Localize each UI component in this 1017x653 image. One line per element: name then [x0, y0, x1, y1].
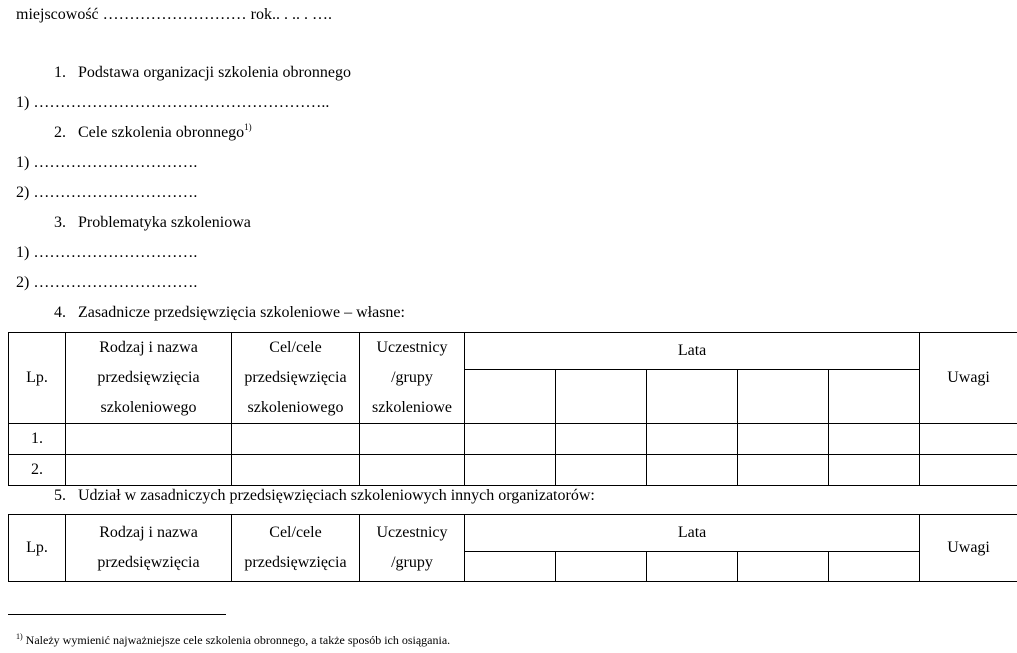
section-1-number: 1. — [54, 64, 66, 81]
year-cell — [647, 552, 738, 582]
section-2-heading — [54, 122, 252, 141]
section-3-heading — [54, 215, 251, 231]
year-cell — [647, 370, 738, 424]
section-1-heading — [54, 65, 351, 81]
cell — [360, 424, 465, 455]
header-uczestnicy: Uczestnicy /grupy — [360, 515, 465, 582]
section-2-title: Cele szkolenia obronnego — [78, 124, 245, 141]
own-training-table — [8, 332, 1017, 486]
header-cel: Cel/cele przedsięwzięcia szkoleniowego — [232, 333, 360, 424]
year-cell — [556, 370, 647, 424]
cell — [829, 455, 920, 486]
cell — [556, 424, 647, 455]
place-date-line: miejscowość ……………………… rok.. . .. . …. — [16, 6, 332, 23]
footnote-separator — [8, 614, 226, 615]
row-lp: 1. — [9, 424, 66, 455]
header-lp: Lp. — [9, 515, 66, 582]
cell — [232, 455, 360, 486]
year-cell — [829, 370, 920, 424]
section-3-item-2: 2) …………………………. — [16, 274, 198, 291]
year-cell — [465, 552, 556, 582]
cell — [920, 455, 1017, 486]
year-cell — [829, 552, 920, 582]
cell — [66, 424, 232, 455]
cell — [232, 424, 360, 455]
cell — [556, 455, 647, 486]
header-cel: Cel/cele przedsięwzięcia — [232, 515, 360, 582]
year-cell — [556, 552, 647, 582]
section-1-title: Podstawa organizacji szkolenia obronnego — [78, 64, 351, 81]
external-training-table — [8, 514, 1017, 582]
section-4-number: 4. — [54, 304, 66, 321]
section-3-item-1: 1) …………………………. — [16, 244, 198, 261]
section-5-number: 5. — [54, 487, 66, 504]
year-cell — [465, 370, 556, 424]
cell — [647, 455, 738, 486]
cell — [465, 424, 556, 455]
cell — [465, 455, 556, 486]
section-2-item-2: 2) …………………………. — [16, 184, 198, 201]
header-lata: Lata — [465, 515, 920, 552]
footnote-text: Należy wymienić najważniejsze cele szkolenia obronnego, a także sposób ich osiągania. — [22, 633, 451, 647]
header-rodzaj: Rodzaj i nazwa przedsięwzięcia szkoleniowego — [66, 333, 232, 424]
section-3-number: 3. — [54, 214, 66, 231]
header-uwagi: Uwagi — [920, 333, 1017, 424]
section-5-title: Udział w zasadniczych przedsięwzięciach szkoleniowych innych organizatorów: — [78, 487, 595, 504]
cell — [66, 455, 232, 486]
cell — [738, 455, 829, 486]
header-lp: Lp. — [9, 333, 66, 424]
section-2-number: 2. — [54, 124, 66, 141]
cell — [647, 424, 738, 455]
header-rodzaj: Rodzaj i nazwa przedsięwzięcia — [66, 515, 232, 582]
footnote — [16, 634, 450, 646]
table-row — [9, 424, 1017, 455]
year-cell — [738, 370, 829, 424]
section-2-item-1: 1) …………………………. — [16, 154, 198, 171]
year-cell — [738, 552, 829, 582]
header-lata: Lata — [465, 333, 920, 370]
cell — [738, 424, 829, 455]
header-uwagi: Uwagi — [920, 515, 1017, 582]
footnote-marker: 1) — [16, 632, 23, 641]
cell — [829, 424, 920, 455]
row-lp: 2. — [9, 455, 66, 486]
table-row — [9, 455, 1017, 486]
footnote-ref: 1) — [244, 122, 252, 132]
cell — [920, 424, 1017, 455]
section-5-heading — [54, 488, 595, 504]
section-3-title: Problematyka szkoleniowa — [78, 214, 251, 231]
header-uczestnicy: Uczestnicy /grupy szkoleniowe — [360, 333, 465, 424]
section-1-item-1: 1) ……………………………………………….. — [16, 94, 330, 111]
section-4-heading — [54, 305, 405, 321]
cell — [360, 455, 465, 486]
section-4-title: Zasadnicze przedsięwzięcia szkoleniowe – własne: — [78, 304, 405, 321]
